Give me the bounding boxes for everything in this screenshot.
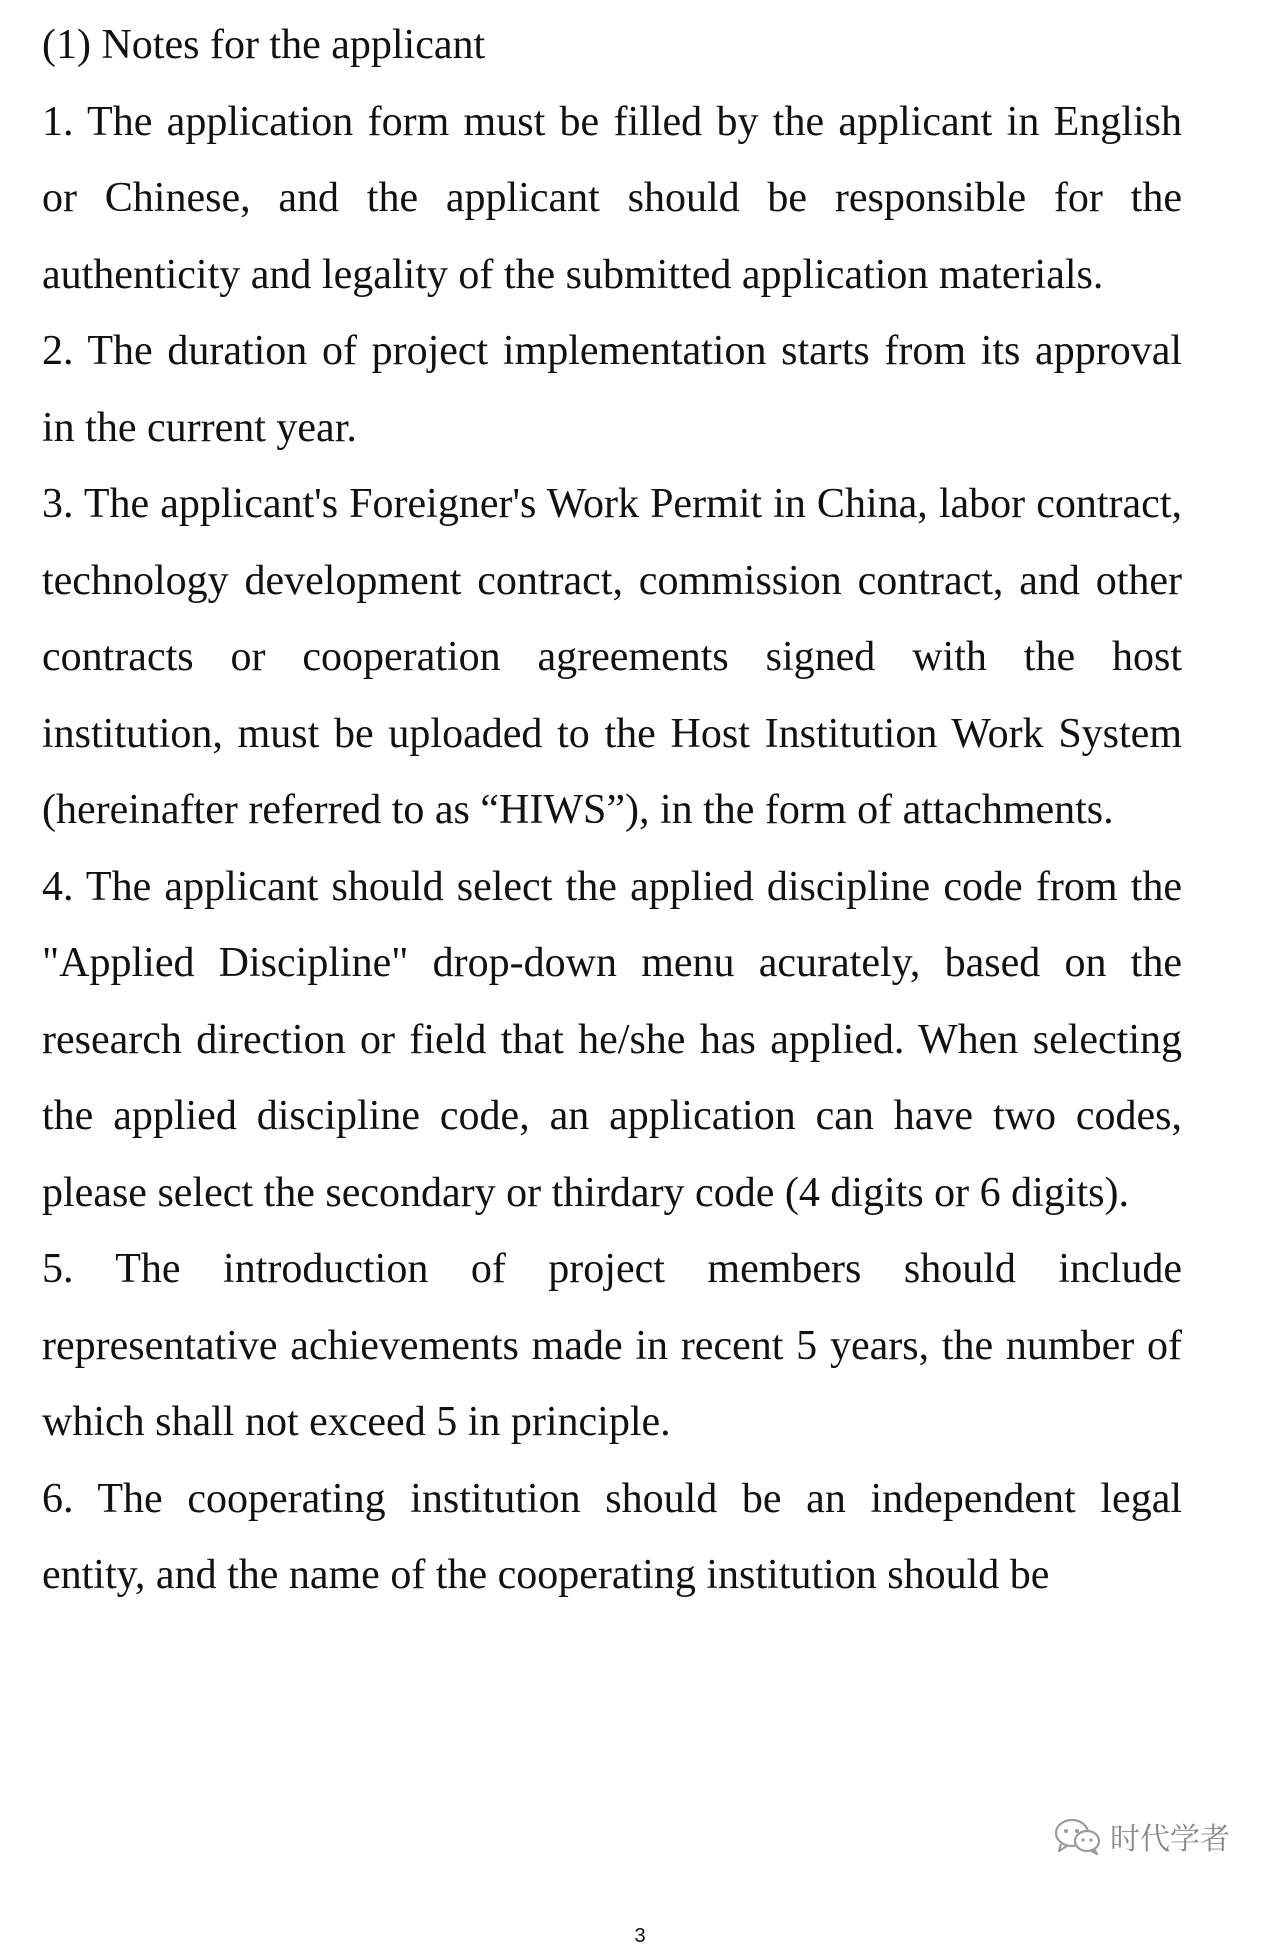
watermark-text: 时代学者 — [1110, 1822, 1230, 1857]
wechat-icon — [1052, 1816, 1104, 1856]
watermark — [1052, 1814, 1230, 1858]
note-item-3: 3. The applicant's Foreigner's Work Permit in China, labor contract, technology development contract, commission contract, and other contracts or cooperation agreements signed with the host institution, must be uploaded to the Host Institution Work System (hereinafter referred to as “HIWS”), in the form of attachments. — [42, 481, 1182, 833]
document-body — [42, 7, 1182, 1614]
note-item-4: 4. The applicant should select the applied discipline code from the "Applied Discipline" drop-down menu acurately, based on the research direction or field that he/she has applied. When selecting the applied discipline code, an application can have two codes, please select the secondary or thirdary code (4 digits or 6 digits). — [42, 863, 1182, 1216]
page-number: 3 — [634, 1925, 646, 1947]
note-item-5: 5. The introduction of project members should include representative achievements made in recent 5 years, the number of which shall not exceed 5 in principle. — [42, 1246, 1182, 1445]
note-item-6: 6. The cooperating institution should be an independent legal entity, and the name of the cooperating institution should be — [42, 1475, 1182, 1598]
section-heading: (1) Notes for the applicant — [42, 22, 486, 68]
note-item-2: 2. The duration of project implementation starts from its approval in the current year. — [42, 328, 1182, 451]
note-item-1: 1. The application form must be filled by the applicant in English or Chinese, and the applicant should be responsible for the authenticity and legality of the submitted application materials. — [42, 98, 1182, 298]
